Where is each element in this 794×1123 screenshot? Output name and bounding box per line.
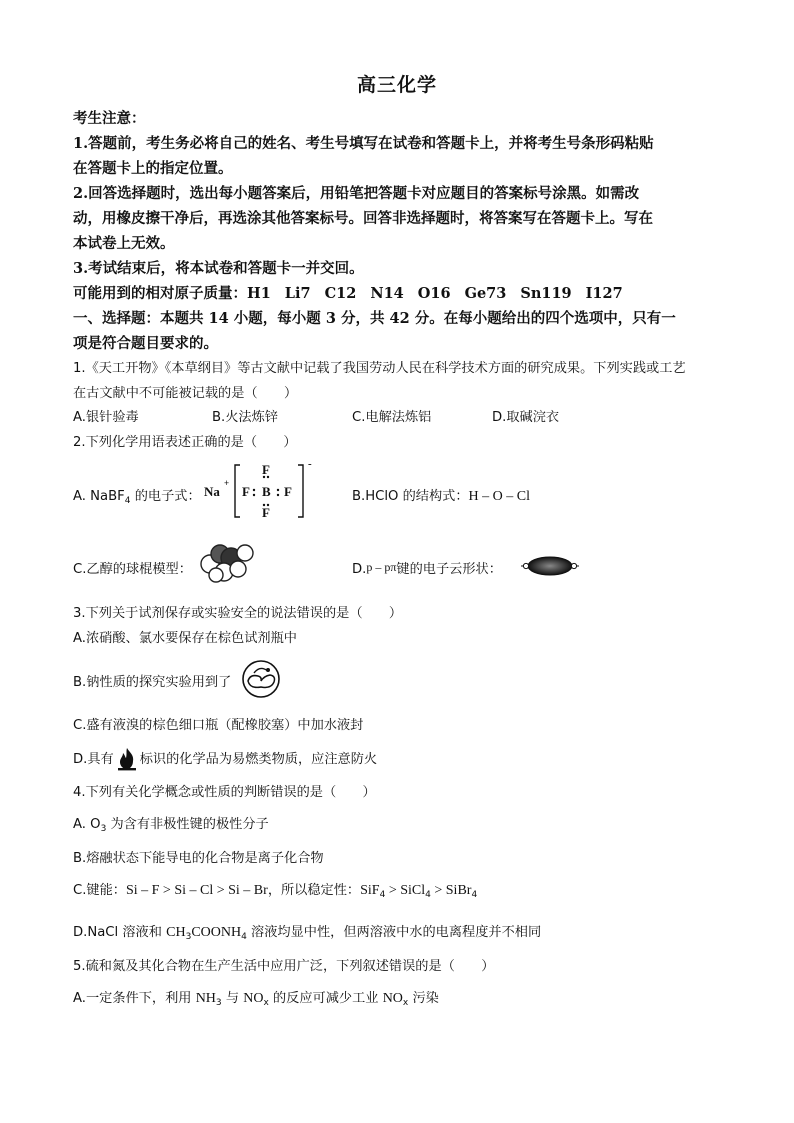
q4-a-sub: 3 <box>100 824 107 834</box>
question-3-stem: 3.下列关于试剂保存或实验安全的说法错误的是（ ） <box>73 606 403 621</box>
notice-line: 动，用橡皮擦干净后，再选涂其他答案标号。回答非选择题时，将答案写在答题卡上。写在 <box>73 210 653 227</box>
sub-3: 3 <box>215 998 222 1008</box>
sibr4: > SiBr <box>430 883 472 898</box>
mass-item: C12 <box>324 285 357 302</box>
question-5-stem: 5.硫和氮及其化合物在生产生活中应用广泛，下列叙述错误的是（ ） <box>73 959 495 974</box>
p-p-pi-formula: p – pπ <box>366 560 397 574</box>
sub-4: 4 <box>425 890 431 900</box>
pi-bond-electron-cloud-icon <box>520 554 580 578</box>
notice-line: 2.回答选择题时，选出每小题答案后，用铅笔把答题卡对应题目的答案标号涂黑。如需改 <box>73 185 640 202</box>
q4-c-pre: C.键能： <box>73 883 126 898</box>
bond-energy-order: Si – F > Si – Cl > Si – Br <box>125 883 268 898</box>
sub-x: x <box>263 998 269 1008</box>
q3-option-a: A.浓硝酸、氯水要保存在棕色试剂瓶中 <box>73 631 297 646</box>
atomic-masses-label: 可能用到的相对原子质量： <box>73 285 247 302</box>
nox: NO <box>382 991 403 1006</box>
sicl4: > SiCl <box>385 883 426 898</box>
q5-a-mid: 与 <box>221 991 244 1006</box>
q3-option-c: C.盛有液溴的棕色细口瓶（配橡胶塞）中加水液封 <box>73 718 364 733</box>
sif4: SiF <box>360 883 380 898</box>
hclo-structure: H – O – Cl <box>468 489 530 504</box>
q2-option-c <box>73 558 192 577</box>
q5-option-a <box>73 987 439 1008</box>
sub-3: 3 <box>185 932 192 942</box>
sub-x: x <box>402 998 409 1008</box>
q3-d-post: 标识的化学品为易燃类物质，应注意防火 <box>139 752 378 767</box>
q1-option-d: D.取碱浣衣 <box>492 410 560 425</box>
notice-heading: 考生注意： <box>73 110 146 127</box>
b-center: B <box>262 484 271 499</box>
mass-item: I127 <box>585 285 623 302</box>
page-title: 高三化学 <box>356 74 437 96</box>
notice-line: 1.答题前，考生务必将自己的姓名、考生号填写在试卷和答题卡上，并将考生号条形码粘贴 <box>73 135 654 152</box>
q2-a-formula: A. NaBF <box>73 489 125 504</box>
q4-a-pre: A. O <box>73 817 101 832</box>
q4-d-post: 溶液均显中性，但两溶液中水的电离程度并不相同 <box>246 925 542 940</box>
mass-item: Sn119 <box>520 285 572 302</box>
notice-line: 在答题卡上的指定位置。 <box>73 160 233 177</box>
mass-item: N14 <box>370 285 404 302</box>
question-2-stem: 2.下列化学用语表述正确的是（ ） <box>73 435 297 450</box>
q2-c-label: C.乙醇的球棍模型： <box>73 562 192 577</box>
question-1-stem: 在古文献中不可能被记载的是（ ） <box>73 386 298 401</box>
q4-d-pre: D.NaCl 溶液和 <box>73 925 167 940</box>
minus-charge: - <box>308 458 312 470</box>
nox: NO <box>243 991 264 1006</box>
mass-item: H1 <box>247 285 271 302</box>
mass-item: O16 <box>417 285 451 302</box>
q5-a-pre: A.一定条件下，利用 <box>73 991 196 1006</box>
sub-4: 4 <box>241 932 247 942</box>
nabf4-electron-formula <box>200 458 315 520</box>
q3-option-d <box>73 746 377 772</box>
plus-charge: + <box>224 478 230 488</box>
eye-protection-goggles-icon <box>238 659 284 699</box>
q5-a-post: 污染 <box>408 991 439 1006</box>
notice-line: 本试卷上无效。 <box>73 235 175 252</box>
q4-option-d <box>73 921 541 942</box>
q2-option-a <box>73 485 201 506</box>
q4-option-a <box>73 813 269 834</box>
q5-a-mid2: 的反应可减少工业 <box>268 991 383 1006</box>
mass-item: Li7 <box>284 285 311 302</box>
q2-option-b <box>352 485 530 505</box>
na-symbol: Na <box>204 484 220 499</box>
q2-option-d <box>352 558 502 577</box>
coonh4: COONH <box>191 925 242 940</box>
q1-option-a: A.银针验毒 <box>73 410 139 425</box>
f-bottom: F <box>262 505 270 520</box>
sub-4: 4 <box>471 890 478 900</box>
q2-a-label: 的电子式： <box>130 489 201 504</box>
q2-d-label: 键的电子云形状： <box>396 562 502 577</box>
ch3: CH <box>166 925 186 940</box>
q4-a-post: 为含有非极性键的极性分子 <box>106 817 269 832</box>
q1-option-c: C.电解法炼铝 <box>352 410 432 425</box>
flammable-hazard-icon <box>114 746 140 772</box>
question-1-stem: 1.《天工开物》《本草纲目》等古文献中记载了我国劳动人民在科学技术方面的研究成果。下列实践或工艺 <box>73 361 686 376</box>
q3-d-pre: D.具有 <box>73 752 114 767</box>
q4-option-b: B.熔融状态下能导电的化合物是离子化合物 <box>73 851 324 866</box>
q2-b-label: B.HClO 的结构式： <box>352 489 469 504</box>
sub-4: 4 <box>379 890 386 900</box>
q2-a-subscript: 4 <box>124 496 131 506</box>
q4-option-c <box>73 879 477 900</box>
ethanol-ball-stick-model-icon <box>198 542 258 584</box>
q2-d-prefix: D. <box>352 562 367 577</box>
section-heading: 一、选择题：本题共 14 小题，每小题 3 分，共 42 分。在每小题给出的四个选项中，只有一 <box>73 310 676 327</box>
notice-line: 3.考试结束后，将本试卷和答题卡一并交回。 <box>73 260 364 277</box>
nh3: NH <box>195 991 216 1006</box>
q1-option-b: B.火法炼锌 <box>212 410 278 425</box>
f-right: F <box>284 484 292 499</box>
f-top: F <box>262 462 270 477</box>
question-4-stem: 4.下列有关化学概念或性质的判断错误的是（ ） <box>73 785 376 800</box>
q3-option-b: B.钠性质的探究实验用到了 <box>73 675 232 690</box>
atomic-masses <box>73 282 623 303</box>
q4-c-mid: ，所以稳定性： <box>267 883 361 898</box>
section-heading: 项是符合题目要求的。 <box>73 335 218 352</box>
mass-item: Ge73 <box>464 285 507 302</box>
f-left: F <box>242 484 250 499</box>
